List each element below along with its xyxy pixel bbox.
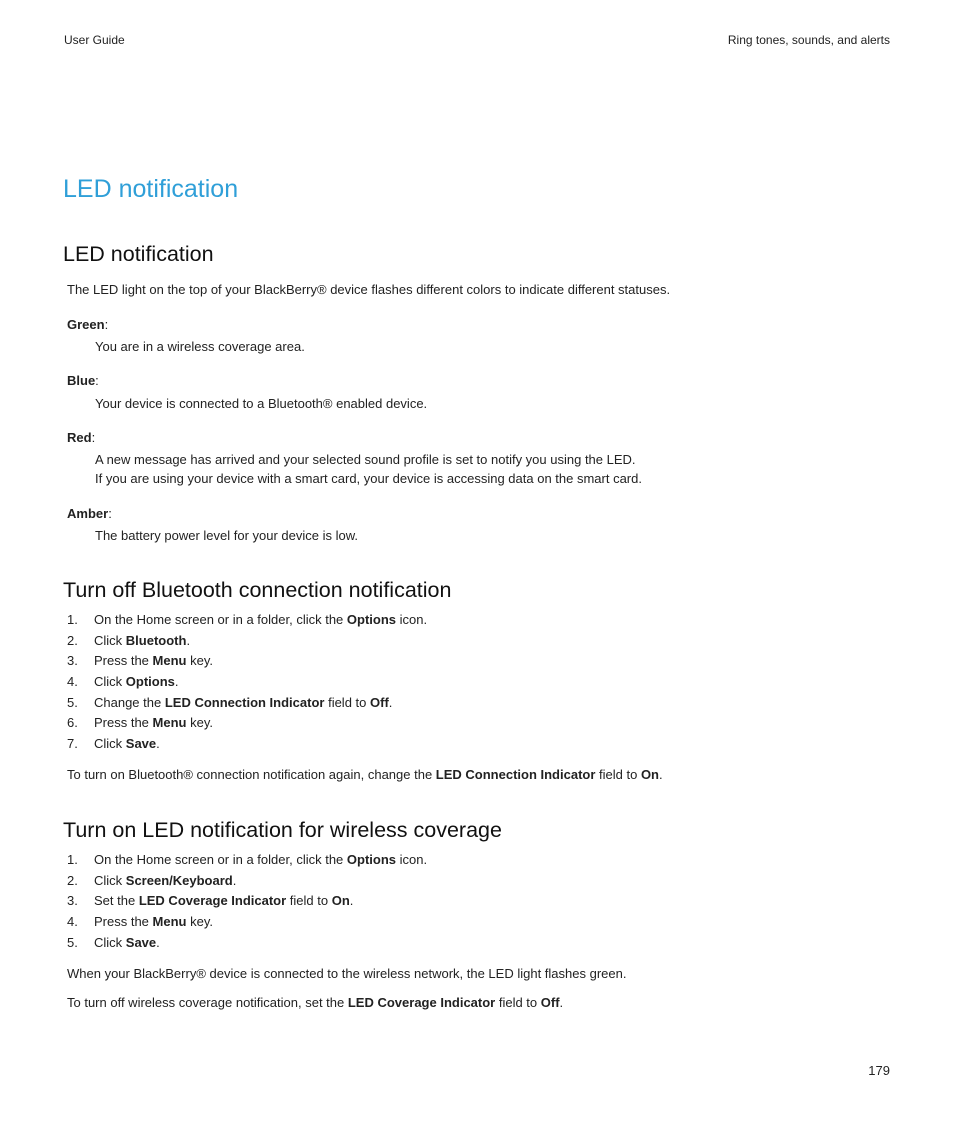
ui-term: Options <box>346 852 397 867</box>
text-run: field to <box>286 893 332 909</box>
text-run: On the Home screen or in a folder, click the <box>94 612 347 627</box>
step-number: 5. <box>67 934 78 950</box>
step-item <box>67 610 427 631</box>
ui-term: Screen/Keyboard <box>125 872 233 888</box>
text-run: . <box>186 632 191 648</box>
ui-term: Menu <box>152 715 187 731</box>
coverage-note-1 <box>67 966 626 981</box>
step-item <box>67 734 427 755</box>
ui-term: Menu <box>152 914 187 930</box>
step-item <box>67 891 427 912</box>
coverage-steps <box>67 850 427 953</box>
text-run: . <box>659 767 663 782</box>
step-number: 4. <box>67 914 78 930</box>
text-run: Press the <box>94 653 153 669</box>
def-blue: Your device is connected to a Bluetooth® enabled device. <box>95 396 428 411</box>
step-number: 1. <box>67 612 78 627</box>
step-item <box>67 672 427 693</box>
ui-term: On <box>331 893 350 909</box>
ui-term: Save <box>125 736 157 752</box>
term-blue: Blue: <box>67 373 99 388</box>
text-run: . <box>232 872 237 888</box>
text-run: icon. <box>396 612 428 627</box>
text-run: Click <box>94 872 126 888</box>
ui-term: Options <box>346 612 397 627</box>
led-intro: The LED light on the top of your BlackBerry® device flashes different colors to indicate different statuses. <box>67 282 671 297</box>
text-run: Click <box>94 674 126 690</box>
term-amber: Amber: <box>67 506 112 521</box>
step-number: 3. <box>67 893 78 909</box>
text-run: Click <box>94 934 126 950</box>
text-run: On the Home screen or in a folder, click the <box>94 852 347 867</box>
text-run: To turn on Bluetooth® connection notification again, change the <box>67 767 436 782</box>
coverage-note-2 <box>67 995 563 1010</box>
step-number: 2. <box>67 872 78 888</box>
text-run: Press the <box>94 914 153 930</box>
section-title-bluetooth: Turn off Bluetooth connection notification <box>63 578 452 602</box>
text-run: key. <box>186 653 213 669</box>
ui-term: On <box>640 767 659 782</box>
step-item <box>67 850 427 871</box>
text-run: . <box>559 995 564 1010</box>
step-number: 3. <box>67 653 78 669</box>
text-run: field to <box>495 995 541 1010</box>
step-number: 6. <box>67 715 78 731</box>
step-item <box>67 631 427 652</box>
chapter-title: LED notification <box>63 175 239 203</box>
ui-term: LED Coverage Indicator <box>138 893 287 909</box>
text-run: . <box>388 694 393 710</box>
text-run: . <box>349 893 354 909</box>
text-run: Change the <box>94 694 165 710</box>
text-run: Click <box>94 632 126 648</box>
step-number: 5. <box>67 694 78 710</box>
ui-term: LED Coverage Indicator <box>347 995 496 1010</box>
bluetooth-note <box>67 767 663 782</box>
text-run: Set the <box>94 893 139 909</box>
ui-term: LED Connection Indicator <box>164 694 325 710</box>
text-run: . <box>156 934 160 950</box>
def-green: You are in a wireless coverage area. <box>95 339 305 354</box>
term-green: Green: <box>67 317 109 332</box>
def-red: A new message has arrived and your selected sound profile is set to notify you using the LED. If you are using your device with a smart card, your device is accessing data on the smart card. <box>95 452 642 486</box>
step-item <box>67 713 427 734</box>
text-run: icon. <box>396 852 428 867</box>
step-number: 1. <box>67 852 78 867</box>
text-run: Click <box>94 736 126 752</box>
step-item <box>67 693 427 714</box>
step-item <box>67 871 427 892</box>
section-title-led: LED notification <box>63 242 214 266</box>
step-number: 4. <box>67 674 78 690</box>
ui-term: Save <box>125 934 157 950</box>
text-run: field to <box>324 694 370 710</box>
text-run: . <box>174 674 179 690</box>
def-amber: The battery power level for your device is low. <box>95 528 359 543</box>
ui-term: Bluetooth <box>125 632 187 648</box>
step-item <box>67 912 427 933</box>
bluetooth-steps <box>67 610 427 755</box>
text-run: When your BlackBerry® device is connected to the wireless network, the LED light flashes green. <box>67 966 627 981</box>
term-red: Red: <box>67 430 96 445</box>
ui-term: LED Connection Indicator <box>435 767 596 782</box>
running-header-right: Ring tones, sounds, and alerts <box>727 33 890 47</box>
step-item <box>67 933 427 954</box>
ui-term: Menu <box>152 653 187 669</box>
text-run: Press the <box>94 715 153 731</box>
running-header-left: User Guide <box>64 33 125 47</box>
step-item <box>67 651 427 672</box>
ui-term: Off <box>370 694 389 710</box>
text-run: To turn off wireless coverage notification, set the <box>67 995 348 1010</box>
ui-term: Options <box>125 674 175 690</box>
text-run: field to <box>595 767 641 782</box>
text-run: . <box>156 736 160 752</box>
text-run: key. <box>186 914 213 930</box>
ui-term: Off <box>540 995 560 1010</box>
page-number: 179 <box>868 1063 890 1078</box>
step-number: 7. <box>67 736 78 752</box>
section-title-coverage: Turn on LED notification for wireless coverage <box>63 818 502 842</box>
text-run: key. <box>186 715 213 731</box>
step-number: 2. <box>67 632 78 648</box>
